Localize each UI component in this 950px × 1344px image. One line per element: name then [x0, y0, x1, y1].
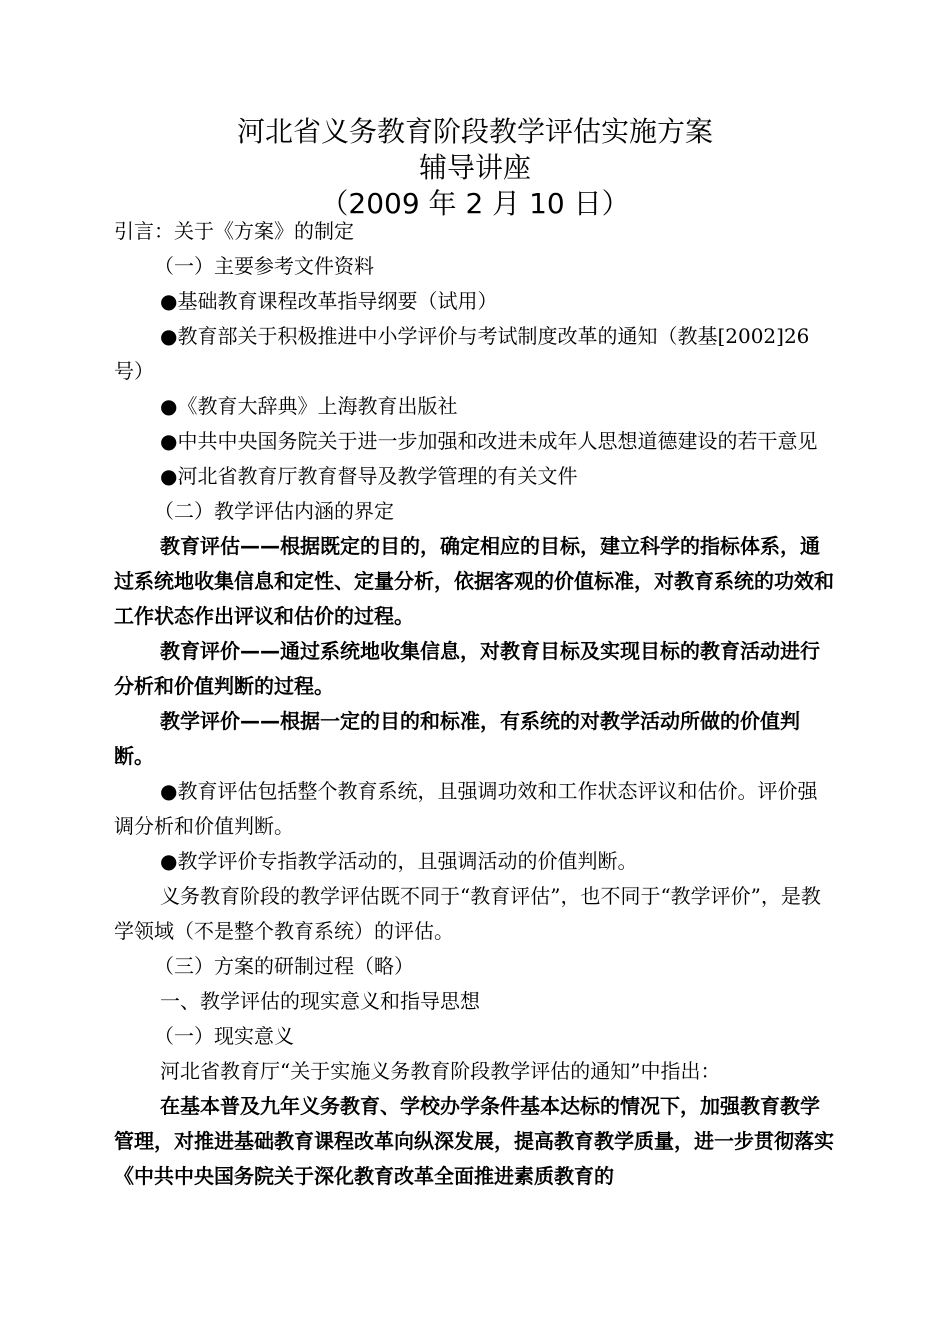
bullet-item: ●教育部关于积极推进中小学评价与考试制度改革的通知（教基[2002]26 号）	[114, 324, 810, 383]
section-heading-process: （三）方案的研制过程（略）	[154, 954, 414, 978]
chapter-heading: 一、教学评估的现实意义和指导思想	[160, 989, 480, 1013]
document-body	[114, 214, 836, 1194]
intro-line: 引言：关于《方案》的制定	[114, 219, 354, 243]
bullet-item: ●教育评估包括整个教育系统，且强调功效和工作状态评议和估价。评价强调分析和价值判断。	[114, 779, 818, 838]
definition-paragraph: 教育评估——根据既定的目的，确定相应的目标，建立科学的指标体系，通过系统地收集信息和定性、定量分析，依据客观的价值标准，对教育系统的功效和工作状态作出评议和估价的过程。	[114, 534, 834, 628]
bullet-item: ●教学评价专指教学活动的，且强调活动的价值判断。	[160, 849, 638, 873]
title-line-3: （2009 年 2 月 10 日）	[320, 187, 630, 220]
document-title	[0, 114, 950, 222]
bullet-item: ●河北省教育厅教育督导及教学管理的有关文件	[160, 464, 578, 488]
body-paragraph: 河北省教育厅“关于实施义务教育阶段教学评估的通知”中指出：	[160, 1059, 721, 1083]
bullet-item: ●基础教育课程改革指导纲要（试用）	[160, 289, 498, 313]
title-line-2: 辅导讲座	[418, 151, 531, 184]
body-paragraph: 义务教育阶段的教学评估既不同于“教育评估”，也不同于“教学评价”，是教学领域（不是整个教育系统）的评估。	[114, 884, 821, 943]
section-heading-references: （一）主要参考文件资料	[154, 254, 374, 278]
title-line-1: 河北省义务教育阶段教学评估实施方案	[236, 115, 713, 148]
definition-paragraph: 教学评价——根据一定的目的和标准，有系统的对教学活动所做的价值判断。	[114, 709, 800, 768]
quoted-paragraph: 在基本普及九年义务教育、学校办学条件基本达标的情况下，加强教育教学管理，对推进基础教育课程改革向纵深发展，提高教育教学质量，进一步贯彻落实《中共中央国务院关于深化教育改革全面推进素质教育的	[114, 1094, 834, 1188]
bullet-item: ●《教育大辞典》上海教育出版社	[160, 394, 458, 418]
section-heading-significance: （一）现实意义	[154, 1024, 294, 1048]
bullet-item: ●中共中央国务院关于进一步加强和改进未成年人思想道德建设的若干意见	[160, 429, 818, 453]
section-heading-definitions: （二）教学评估内涵的界定	[154, 499, 394, 523]
definition-paragraph: 教育评价——通过系统地收集信息，对教育目标及实现目标的教育活动进行分析和价值判断的过程。	[114, 639, 820, 698]
